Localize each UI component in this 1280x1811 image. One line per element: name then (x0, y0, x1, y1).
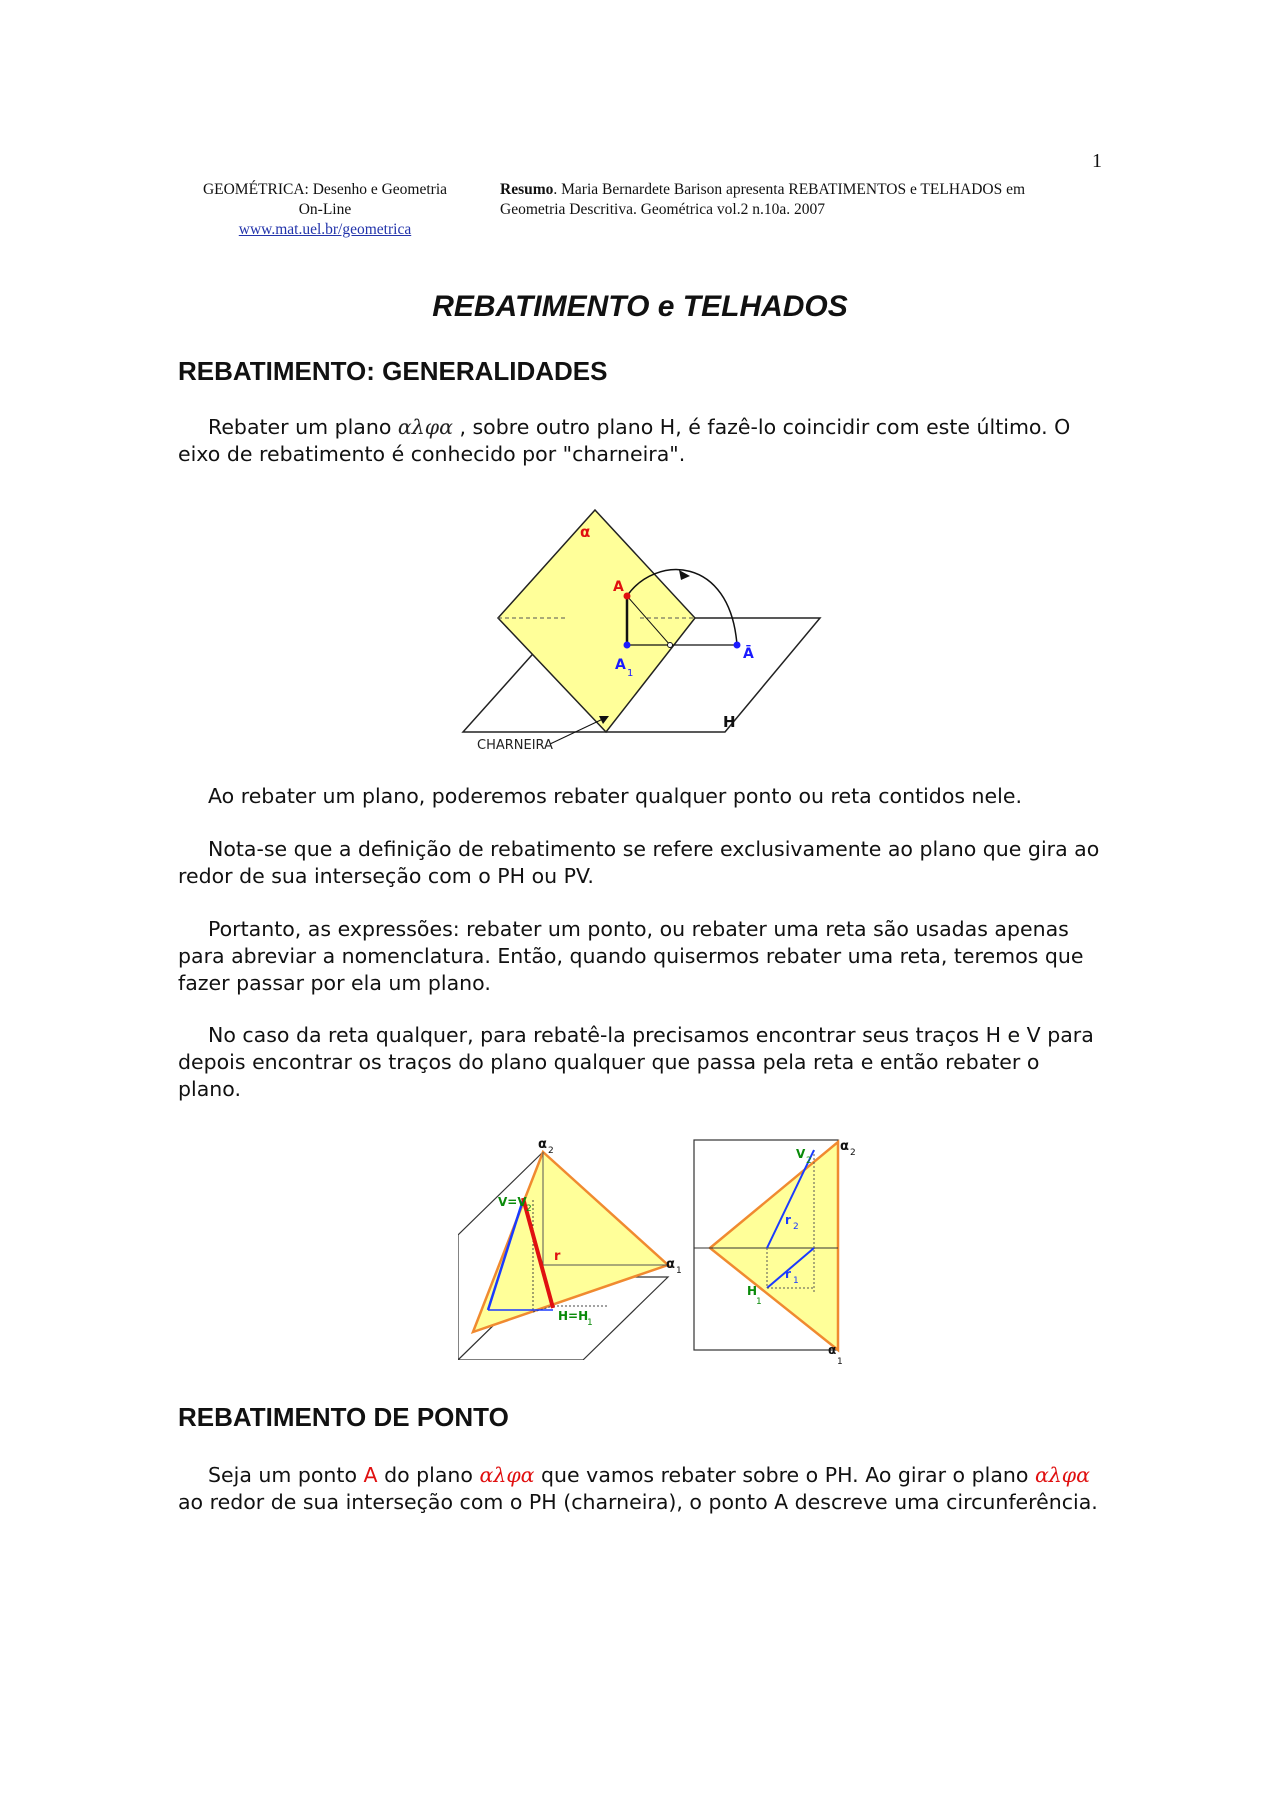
section-heading-generalidades: REBATIMENTO: GENERALIDADES (178, 356, 608, 386)
label-v2: V (796, 1147, 806, 1161)
label-alpha1-sub: 1 (837, 1357, 843, 1367)
label-r1-sub: 1 (793, 1276, 799, 1286)
point-a-label: A (363, 1463, 378, 1487)
document-header (170, 180, 1080, 240)
paragraph-ponto-a (178, 1462, 1108, 1516)
label-alpha2-sub: 2 (850, 1148, 856, 1158)
label-r2: r (785, 1213, 791, 1227)
label-h1: H (747, 1284, 758, 1298)
label-h-sub: 1 (587, 1318, 593, 1328)
para-text: Nota-se que a definição de rebatimento se refere exclusivamente ao plano que gira ao redor de sua interseção com o PH ou PV. (178, 837, 1100, 888)
para-text: , sobre outro plano H, é fazê-lo coincidir com este último. O eixo de rebatimento é conhecido por "charneira". (178, 415, 1071, 466)
label-a-bar: Ā (743, 646, 754, 662)
label-r: r (554, 1249, 561, 1264)
page-number: 1 (1092, 150, 1102, 172)
rebatimento-figure (455, 500, 835, 760)
hinge-point (668, 643, 673, 648)
para-text: ao redor de sua interseção com o PH (charneira), o ponto A descreve uma circunferência. (178, 1490, 1098, 1514)
para-text: que vamos rebater sobre o PH. Ao girar o plano (534, 1463, 1035, 1487)
label-charneira: CHARNEIRA (477, 738, 553, 753)
header-left (170, 180, 480, 240)
point-a (624, 593, 631, 600)
para-text: do plano (377, 1463, 480, 1487)
label-alpha1: α (828, 1343, 837, 1357)
label-h: H (723, 713, 736, 731)
para-text: Portanto, as expressões: rebater um ponto, ou rebater uma reta são usadas apenas para abreviar a nomenclatura. Então, quando quisermos rebater uma reta, teremos que fazer passar por ela um plano. (178, 917, 1084, 995)
label-v2-sub: 2 (806, 1156, 812, 1166)
paragraph-rebater-plano (178, 414, 1108, 468)
label-v-sub: 2 (526, 1204, 532, 1214)
paragraph-rebater-ponto-reta (178, 783, 1108, 810)
point-a-bar (734, 642, 741, 649)
label-alpha1-sub: 1 (676, 1266, 682, 1276)
label-r1: r (785, 1267, 791, 1281)
para-text: No caso da reta qualquer, para rebatê-la precisamos encontrar seus traços H e V para depois encontrar os traços do plano qualquer que passa pela reta e então rebater o plano. (178, 1023, 1094, 1101)
journal-name: GEOMÉTRICA: Desenho e Geometria (202, 181, 448, 198)
journal-link[interactable]: www.mat.uel.br/geometrica (238, 221, 412, 238)
label-h: H=H (558, 1309, 589, 1323)
paragraph-expressoes (178, 916, 1108, 997)
label-alpha2: α (538, 1140, 547, 1152)
paragraph-definicao (178, 836, 1108, 890)
summary-text: . Maria Bernardete Barison apresenta REBATIMENTOS e TELHADOS em Geometria Descritiva. Geométrica vol.2 n.10a. 2007 (500, 181, 1026, 218)
greek-alpha: αλφα (479, 1463, 535, 1487)
label-a1: A (615, 657, 626, 673)
reta-3d-figure (458, 1140, 688, 1360)
para-text: Seja um ponto (208, 1463, 364, 1487)
label-alpha2: α (840, 1139, 849, 1154)
header-right (500, 180, 1080, 240)
label-a: A (613, 579, 624, 595)
point-a1 (624, 642, 631, 649)
label-alpha2-sub: 2 (548, 1146, 554, 1156)
label-v: V=V (498, 1195, 527, 1209)
para-text: Ao rebater um plano, poderemos rebater qualquer ponto ou reta contidos nele. (208, 784, 1022, 808)
label-a1-sub: 1 (627, 668, 634, 679)
reta-epure-figure (692, 1138, 872, 1368)
greek-alpha: αλφα (1034, 1463, 1090, 1487)
para-text: Rebater um plano (208, 415, 398, 439)
label-alpha1: α (666, 1257, 675, 1272)
paragraph-reta-qualquer (178, 1022, 1108, 1103)
document-title: REBATIMENTO e TELHADOS (432, 290, 848, 323)
journal-subtitle: On-Line (298, 201, 352, 218)
section-heading-ponto: REBATIMENTO DE PONTO (178, 1402, 509, 1432)
label-alpha: α (580, 523, 591, 541)
label-h1-sub: 1 (756, 1297, 762, 1307)
greek-alpha: αλφα (397, 415, 453, 439)
label-r2-sub: 2 (793, 1222, 799, 1232)
summary-label: Resumo (500, 181, 554, 198)
